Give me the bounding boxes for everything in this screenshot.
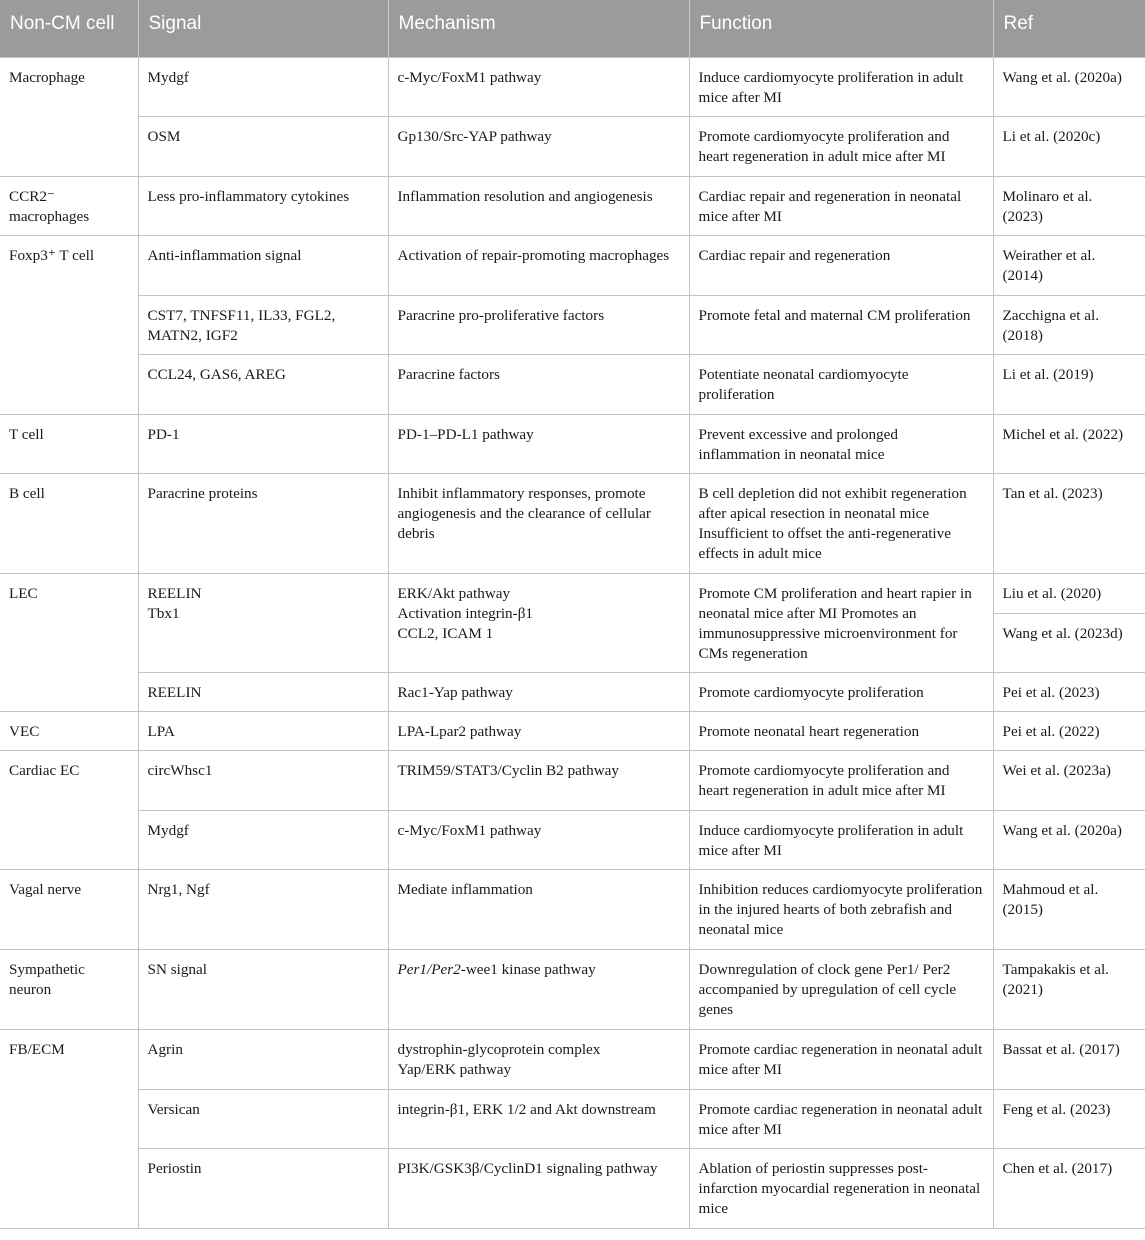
table-row: [0, 1149, 1145, 1229]
cell-type: Vagal nerve: [0, 870, 138, 950]
mechanism-line: Yap/ERK pathway: [397, 1061, 512, 1078]
signal-line: Tbx1: [147, 604, 180, 622]
mechanism-italic: Per1/Per2: [397, 961, 461, 978]
cell-type: Cardiac EC: [0, 751, 138, 870]
header-row: [0, 0, 1145, 57]
signal: Mydgf: [138, 57, 388, 117]
mechanism-rest: -wee1 kinase pathway: [460, 961, 596, 978]
mechanism: Gp130/Src-YAP pathway: [388, 117, 689, 177]
mechanism: c-Myc/FoxM1 pathway: [388, 57, 689, 117]
mechanism: LPA-Lpar2 pathway: [388, 712, 689, 751]
function: Promote CM proliferation and heart rapier in neonatal mice after MI Promotes an immunosuppressive microenvironment for CMs regeneration: [689, 573, 993, 673]
signal: CST7, TNFSF11, IL33, FGL2, MATN2, IGF2: [138, 295, 388, 355]
signal: REELIN: [138, 673, 388, 712]
mechanism: Paracrine pro-proliferative factors: [388, 295, 689, 355]
header-ref: Ref: [993, 0, 1145, 57]
cell-type: T cell: [0, 414, 138, 474]
reference: Zacchigna et al. (2018): [993, 295, 1145, 355]
reference: Wang et al. (2020a): [993, 57, 1145, 117]
function: Promote cardiac regeneration in neonatal adult mice after MI: [689, 1089, 993, 1149]
function: Promote cardiomyocyte proliferation: [689, 673, 993, 712]
function: Promote neonatal heart regeneration: [689, 712, 993, 751]
mechanism: [388, 1030, 689, 1090]
mechanism: Mediate inflammation: [388, 870, 689, 950]
function: Prevent excessive and prolonged inflammation in neonatal mice: [689, 414, 993, 474]
cell-type: LEC: [0, 573, 138, 712]
function: Potentiate neonatal cardiomyocyte proliferation: [689, 355, 993, 415]
signal: LPA: [138, 712, 388, 751]
mechanism-line: dystrophin-glycoprotein complex: [397, 1041, 601, 1058]
function: Promote cardiac regeneration in neonatal adult mice after MI: [689, 1030, 993, 1090]
mechanism-line: Activation integrin-β1: [397, 604, 534, 622]
function: Downregulation of clock gene Per1/ Per2 accompanied by upregulation of cell cycle genes: [689, 950, 993, 1030]
cell-type: Macrophage: [0, 57, 138, 176]
function: Ablation of periostin suppresses post-infarction myocardial regeneration in neonatal mice: [689, 1149, 993, 1229]
mechanism: Inflammation resolution and angiogenesis: [388, 176, 689, 236]
signal: SN signal: [138, 950, 388, 1030]
table-row: [0, 414, 1145, 474]
function: Induce cardiomyocyte proliferation in adult mice after MI: [689, 57, 993, 117]
table-row: [0, 355, 1145, 415]
reference: Wei et al. (2023a): [993, 751, 1145, 811]
reference: Liu et al. (2020): [993, 573, 1145, 613]
signal: Nrg1, Ngf: [138, 870, 388, 950]
mechanism-line: CCL2, ICAM 1: [397, 624, 494, 642]
header-function: Function: [689, 0, 993, 57]
mechanism: Activation of repair-promoting macrophages: [388, 236, 689, 296]
cell-type: B cell: [0, 474, 138, 574]
table-row: [0, 176, 1145, 236]
reference: Pei et al. (2022): [993, 712, 1145, 751]
table-row: [0, 712, 1145, 751]
table-row: [0, 1030, 1145, 1090]
signal: PD-1: [138, 414, 388, 474]
header-signal: Signal: [138, 0, 388, 57]
table-row: [0, 751, 1145, 811]
table-row: [0, 117, 1145, 177]
reference: Feng et al. (2023): [993, 1089, 1145, 1149]
reference: Li et al. (2020c): [993, 117, 1145, 177]
table-row: [0, 57, 1145, 117]
signal: Mydgf: [138, 810, 388, 870]
header-mechanism: Mechanism: [388, 0, 689, 57]
cell-type: Sympathetic neuron: [0, 950, 138, 1030]
signal: Paracrine proteins: [138, 474, 388, 574]
signal: Agrin: [138, 1030, 388, 1090]
function: Inhibition reduces cardiomyocyte proliferation in the injured hearts of both zebrafish and neonatal mice: [689, 870, 993, 950]
signal: Periostin: [138, 1149, 388, 1229]
reference: Pei et al. (2023): [993, 673, 1145, 712]
signal: [138, 573, 388, 673]
reference: Bassat et al. (2017): [993, 1030, 1145, 1090]
table-row: [0, 295, 1145, 355]
reference: Chen et al. (2017): [993, 1149, 1145, 1229]
reference: Tan et al. (2023): [993, 474, 1145, 574]
signal: Versican: [138, 1089, 388, 1149]
table-row: [0, 673, 1145, 712]
mechanism: Rac1-Yap pathway: [388, 673, 689, 712]
mechanism: Paracrine factors: [388, 355, 689, 415]
cell-type: Foxp3⁺ T cell: [0, 236, 138, 415]
mechanism: [388, 573, 689, 673]
reference: Molinaro et al. (2023): [993, 176, 1145, 236]
table-row: [0, 236, 1145, 296]
reference: Tampakakis et al. (2021): [993, 950, 1145, 1030]
table-row: [0, 1089, 1145, 1149]
signal: CCL24, GAS6, AREG: [138, 355, 388, 415]
cell-type: VEC: [0, 712, 138, 751]
mechanism: Inhibit inflammatory responses, promote angiogenesis and the clearance of cellular debris: [388, 474, 689, 574]
reference: Michel et al. (2022): [993, 414, 1145, 474]
reference: Wang et al. (2020a): [993, 810, 1145, 870]
reference: Li et al. (2019): [993, 355, 1145, 415]
function: Induce cardiomyocyte proliferation in adult mice after MI: [689, 810, 993, 870]
function: Cardiac repair and regeneration: [689, 236, 993, 296]
mechanism: PI3K/GSK3β/CyclinD1 signaling pathway: [388, 1149, 689, 1229]
table-row: [0, 573, 1145, 613]
function: B cell depletion did not exhibit regeneration after apical resection in neonatal mice Insufficient to offset the anti-regenerative effects in adult mice: [689, 474, 993, 574]
cell-type: FB/ECM: [0, 1030, 138, 1229]
table-row: [0, 810, 1145, 870]
cell-type: CCR2⁻ macrophages: [0, 176, 138, 236]
table-row: [0, 950, 1145, 1030]
signal: OSM: [138, 117, 388, 177]
table-row: [0, 870, 1145, 950]
header-non-cm-cell: Non-CM cell: [0, 0, 138, 57]
reference: Mahmoud et al. (2015): [993, 870, 1145, 950]
signal-line: REELIN: [147, 584, 202, 602]
function: Promote cardiomyocyte proliferation and heart regeneration in adult mice after MI: [689, 117, 993, 177]
mechanism: [388, 950, 689, 1030]
function: Promote cardiomyocyte proliferation and heart regeneration in adult mice after MI: [689, 751, 993, 811]
table-row: [0, 474, 1145, 574]
reference: Weirather et al. (2014): [993, 236, 1145, 296]
signal: Anti-inflammation signal: [138, 236, 388, 296]
mechanism: TRIM59/STAT3/Cyclin B2 pathway: [388, 751, 689, 811]
reference: Wang et al. (2023d): [993, 613, 1145, 673]
mechanism-line: ERK/Akt pathway: [397, 584, 511, 602]
mechanism: c-Myc/FoxM1 pathway: [388, 810, 689, 870]
mechanism: integrin-β1, ERK 1/2 and Akt downstream: [388, 1089, 689, 1149]
function: Promote fetal and maternal CM proliferation: [689, 295, 993, 355]
mechanism: PD-1–PD-L1 pathway: [388, 414, 689, 474]
function: Cardiac repair and regeneration in neonatal mice after MI: [689, 176, 993, 236]
signal: circWhsc1: [138, 751, 388, 811]
signal: Less pro-inflammatory cytokines: [138, 176, 388, 236]
